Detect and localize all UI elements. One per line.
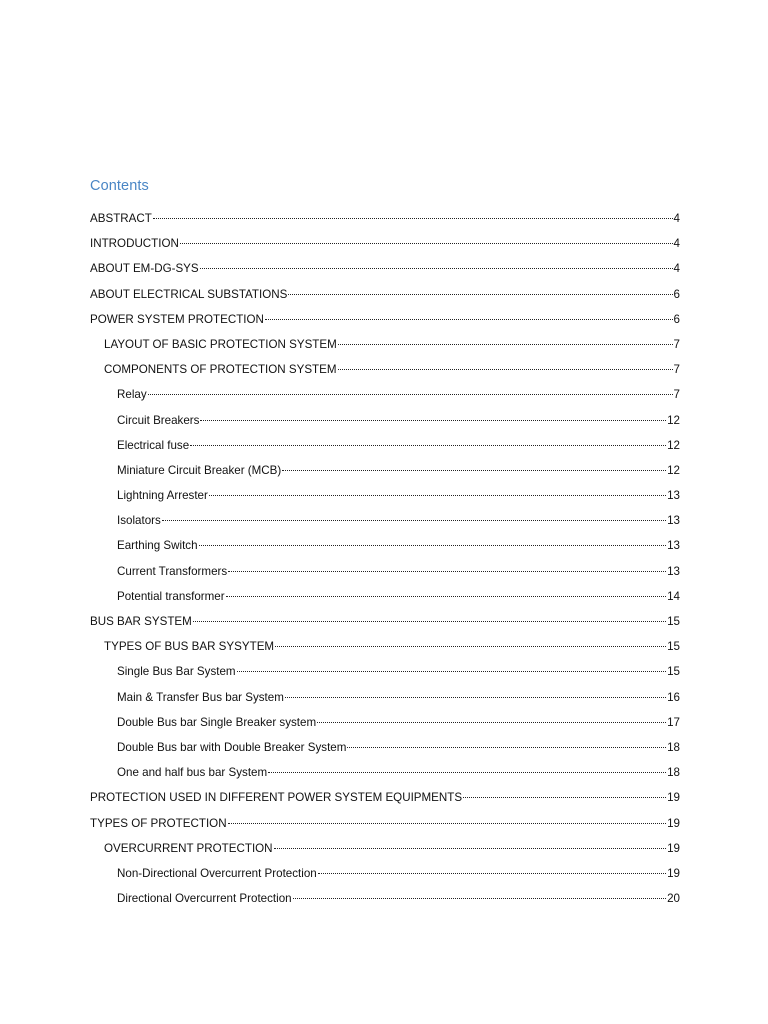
toc-entry[interactable] (90, 685, 680, 710)
toc-entry[interactable] (90, 206, 680, 231)
toc-entry-title: ABOUT EM-DG-SYS (90, 262, 199, 276)
toc-dot-leader (228, 571, 666, 572)
toc-entry-page-number: 18 (667, 740, 680, 754)
toc-entry[interactable] (90, 861, 680, 886)
toc-entry-title: ABSTRACT (90, 212, 152, 225)
toc-entry-page-number: 14 (667, 589, 680, 603)
toc-entry-title: Miniature Circuit Breaker (MCB) (117, 463, 282, 477)
toc-dot-leader (237, 671, 667, 672)
toc-entry-title: LAYOUT OF BASIC PROTECTION SYSTEM (104, 337, 337, 351)
toc-entry-title: Electrical fuse (117, 438, 190, 452)
toc-entry-page-number: 4 (673, 262, 680, 276)
toc-entry-title: Double Bus bar with Double Breaker System (117, 740, 347, 754)
toc-entry[interactable] (90, 533, 680, 558)
toc-entry[interactable] (90, 282, 680, 307)
toc-dot-leader (338, 344, 673, 345)
toc-dot-leader (268, 772, 666, 773)
toc-entry[interactable] (90, 634, 680, 659)
toc-dot-leader (209, 495, 666, 496)
toc-entry[interactable] (90, 559, 680, 584)
toc-dot-leader (193, 621, 666, 622)
toc-entry-title: One and half bus bar System (117, 766, 268, 780)
toc-entry-title: Non-Directional Overcurrent Protection (117, 866, 317, 880)
toc-entry-title: PROTECTION USED IN DIFFERENT POWER SYSTEM EQUIPMENTS (90, 791, 463, 805)
toc-entry[interactable] (90, 785, 680, 810)
toc-entry[interactable] (90, 332, 680, 357)
toc-dot-leader (180, 243, 673, 244)
toc-entry-title: Circuit Breakers (117, 413, 200, 427)
toc-entry-title: Current Transformers (117, 564, 228, 578)
toc-dot-leader (153, 218, 673, 219)
toc-entry-title: Potential transformer (117, 589, 225, 603)
toc-entry-page-number: 4 (673, 237, 680, 251)
toc-entry-page-number: 19 (667, 816, 680, 830)
toc-entry-page-number: 17 (667, 715, 680, 729)
toc-entry-title: Directional Overcurrent Protection (117, 892, 292, 906)
toc-entry-page-number: 13 (667, 489, 680, 503)
toc-dot-leader (347, 747, 666, 748)
toc-entry[interactable] (90, 483, 680, 508)
toc-entry-page-number: 15 (667, 640, 680, 654)
toc-entry-page-number: 7 (673, 337, 680, 351)
toc-entry[interactable] (90, 886, 680, 911)
toc-dot-leader (463, 797, 666, 798)
toc-entry-page-number: 12 (667, 463, 680, 477)
toc-entry[interactable] (90, 307, 680, 332)
toc-entry-title: Lightning Arrester (117, 489, 208, 503)
toc-entry[interactable] (90, 508, 680, 533)
toc-dot-leader (190, 445, 666, 446)
toc-entry-page-number: 6 (673, 312, 680, 326)
toc-entry-title: BUS BAR SYSTEM (90, 615, 192, 628)
toc-entry[interactable] (90, 811, 680, 836)
toc-dot-leader (162, 520, 666, 521)
toc-entry-page-number: 13 (667, 514, 680, 528)
toc-entry-title: Relay (117, 388, 147, 402)
toc-entry-title: INTRODUCTION (90, 237, 179, 251)
toc-entry-title: ABOUT ELECTRICAL SUBSTATIONS (90, 287, 288, 301)
toc-dot-leader (285, 697, 666, 698)
toc-dot-leader (200, 420, 666, 421)
toc-dot-leader (200, 268, 673, 269)
toc-dot-leader (199, 545, 667, 546)
toc-entry-page-number: 7 (673, 363, 680, 377)
toc-entry[interactable] (90, 382, 680, 407)
toc-entry-page-number: 12 (667, 438, 680, 452)
toc-heading: Contents (90, 178, 149, 194)
toc-entry-page-number: 16 (667, 690, 680, 704)
toc-entry-title: Main & Transfer Bus bar System (117, 690, 284, 704)
toc-entry[interactable] (90, 433, 680, 458)
toc-entry-title: Single Bus Bar System (117, 665, 236, 679)
toc-entry-page-number: 15 (667, 665, 680, 679)
toc-dot-leader (293, 898, 666, 899)
toc-entry[interactable] (90, 231, 680, 256)
toc-entry-title: Earthing Switch (117, 539, 198, 553)
toc-entry[interactable] (90, 584, 680, 609)
toc-entry[interactable] (90, 735, 680, 760)
toc-dot-leader (275, 646, 666, 647)
toc-dot-leader (317, 722, 666, 723)
toc-entry-title: Double Bus bar Single Breaker system (117, 715, 317, 729)
toc-entry-page-number: 19 (667, 841, 680, 855)
toc-entry-page-number: 13 (667, 564, 680, 578)
toc-dot-leader (288, 294, 672, 295)
toc-entry[interactable] (90, 836, 680, 861)
toc-entry-page-number: 13 (667, 539, 680, 553)
toc-entry[interactable] (90, 659, 680, 684)
toc-entry-page-number: 6 (673, 287, 680, 301)
toc-entry[interactable] (90, 609, 680, 634)
toc-entry-title: OVERCURRENT PROTECTION (104, 841, 273, 855)
toc-entry-page-number: 7 (673, 388, 680, 402)
toc-dot-leader (318, 873, 666, 874)
toc-entry-title: COMPONENTS OF PROTECTION SYSTEM (104, 363, 337, 377)
toc-entry-title: Isolators (117, 514, 161, 528)
toc-entry-page-number: 15 (667, 615, 680, 628)
toc-dot-leader (274, 848, 667, 849)
toc-dot-leader (226, 596, 666, 597)
toc-entry[interactable] (90, 357, 680, 382)
toc-dot-leader (282, 470, 666, 471)
toc-entry-page-number: 4 (673, 212, 680, 225)
toc-dot-leader (338, 369, 673, 370)
toc-dot-leader (228, 823, 667, 824)
toc-entry-title: POWER SYSTEM PROTECTION (90, 312, 264, 326)
toc-entry-title: TYPES OF PROTECTION (90, 816, 227, 830)
toc-entry-page-number: 18 (667, 766, 680, 780)
toc-entry-page-number: 19 (667, 866, 680, 880)
toc-entry[interactable] (90, 710, 680, 735)
toc-entry-page-number: 19 (667, 791, 680, 805)
table-of-contents (90, 206, 680, 911)
toc-entry[interactable] (90, 408, 680, 433)
toc-entry-page-number: 12 (667, 413, 680, 427)
toc-entry[interactable] (90, 256, 680, 281)
toc-dot-leader (265, 319, 673, 320)
toc-dot-leader (148, 394, 673, 395)
toc-entry-title: TYPES OF BUS BAR SYSYTEM (104, 640, 275, 654)
toc-entry[interactable] (90, 458, 680, 483)
toc-entry-page-number: 20 (667, 892, 680, 906)
toc-entry[interactable] (90, 760, 680, 785)
